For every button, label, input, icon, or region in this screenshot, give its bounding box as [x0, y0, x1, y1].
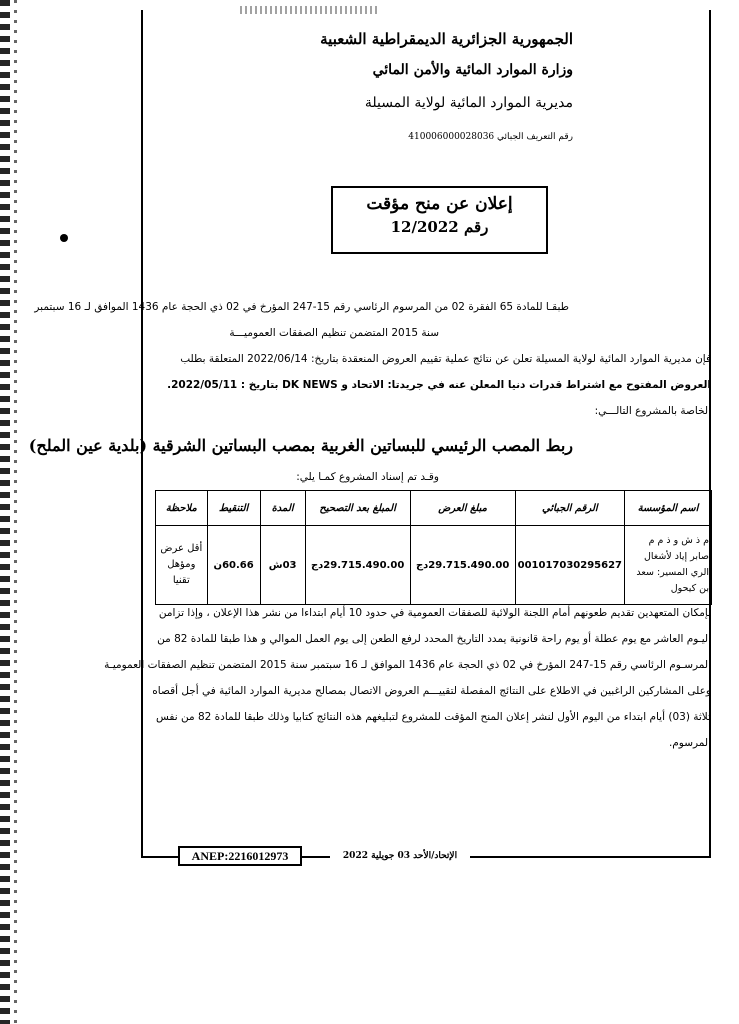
scan-binding-edge	[0, 0, 10, 1024]
closing-line-4: وعلى المشاركين الراغبين في الاطلاع على النتائج المفصلة لتقييـــم العروض الاتصال بمصالح مديرية الموارد المائية في أجل أقصاه	[152, 685, 711, 697]
announcement-number: رقم 12/2022	[390, 218, 489, 236]
closing-line-1: بإمكان المتعهدين تقديم طعونهم أمام اللجنة الولائية للصفقات العمومية في حدود 10 أيام ابتداءا من نشر هذا الإعلان ، وإذا تزامن	[158, 607, 711, 619]
directorate-title: مديرية الموارد المائية لولاية المسيلة	[364, 95, 573, 111]
awards-table	[155, 490, 712, 605]
body-line-1: طبقـا للمادة 65 الفقرة 02 من المرسوم الرئاسي رقم 15-247 المؤرخ في 02 ذي الحجة عام 1436 الموافق لـ 16 سبتمبر	[34, 301, 569, 313]
tax-id: رقم التعريف الجبائي 410006000028036	[408, 132, 573, 142]
scan-speck	[60, 234, 68, 242]
scan-binding-edge-inner	[14, 0, 17, 1024]
body-line-3: فإن مديرية الموارد المائية لولاية المسيلة تعلن عن نتائج عملية تقييم العروض المنعقدة بتاريخ: 2022/06/14 المتعلقة بطلب	[180, 353, 711, 365]
announcement-title: إعلان عن منح مؤقت	[366, 194, 513, 214]
th-score: التنقيط	[207, 491, 260, 526]
th-note: ملاحظة	[156, 491, 208, 526]
body-line-4: العروض المفتوح مع اشتراط قدرات دنيا المعلن عنه في جريدتا: الاتحاد و DK NEWS بتاريخ : 2022/05/11.	[167, 379, 711, 391]
th-corrected: المبلغ بعد التصحيح	[305, 491, 410, 526]
cell-offer: 29.715.490.00دج	[410, 526, 515, 605]
th-duration: المدة	[260, 491, 305, 526]
th-offer: مبلغ العرض	[410, 491, 515, 526]
table-row	[156, 526, 712, 605]
th-institution: اسم المؤسسة	[625, 491, 712, 526]
project-title: ربط المصب الرئيسي للبساتين الغربية بمصب البساتين الشرقية (بلدية عين الملح)	[28, 436, 573, 455]
th-tax-id: الرقم الجبائي	[515, 491, 624, 526]
body-line-5: الخاصة بالمشروع التالـــي:	[594, 405, 711, 417]
cell-duration: 03ش	[260, 526, 305, 605]
closing-line-2: اليـوم العاشر مع يوم عطلة أو يوم راحة قانونية يمدد التاريخ المحدد لرفع الطعن إلى يوم العمل الموالي و هذا طبقا للمادة 82 من	[157, 633, 711, 645]
cell-corrected: 29.715.490.00دج	[305, 526, 410, 605]
anep-reference: ANEP:2216012973	[178, 846, 302, 866]
closing-line-3: المرسـوم الرئاسي رقم 15-247 المؤرخ في 02 ذي الحجة عام 1436 الموافق لـ 16 سبتمبر سنة 2015 المتضمن تنظيم الصفقات العموميـة	[104, 659, 711, 671]
cell-tax-id: 001017030295627	[515, 526, 624, 605]
republic-title: الجمهورية الجزائرية الديمقراطية الشعبية	[320, 30, 573, 48]
assigned-line: وقـد تم إسناد المشروع كمـا يلي:	[296, 471, 439, 483]
cell-institution: م ذ ش و ذ م م صابر إياد لأشغال الري المسير: سعد بن كيحول	[625, 526, 712, 605]
announcement-box	[331, 186, 548, 254]
cell-note: أقل عرض ومؤهل تقنيا	[156, 526, 208, 605]
closing-line-6: المرسوم.	[668, 737, 711, 749]
publication-date: الإتحاد/الأحد 03 جويلية 2022	[330, 846, 470, 866]
ministry-title: وزارة الموارد المائية والأمن المائي	[372, 62, 573, 78]
cell-score: 60.66ن	[207, 526, 260, 605]
closing-line-5: ثلاثة (03) أيام ابتداء من اليوم الأول لنشر إعلان المنح المؤقت للمشروع لتبليغهم هذه النتائج كتابيا وذلك طبقا للمادة 82 من نفس	[156, 711, 711, 723]
body-line-2: سنة 2015 المتضمن تنظيم الصفقات العموميـــة	[229, 327, 439, 339]
table-header-row	[156, 491, 712, 526]
